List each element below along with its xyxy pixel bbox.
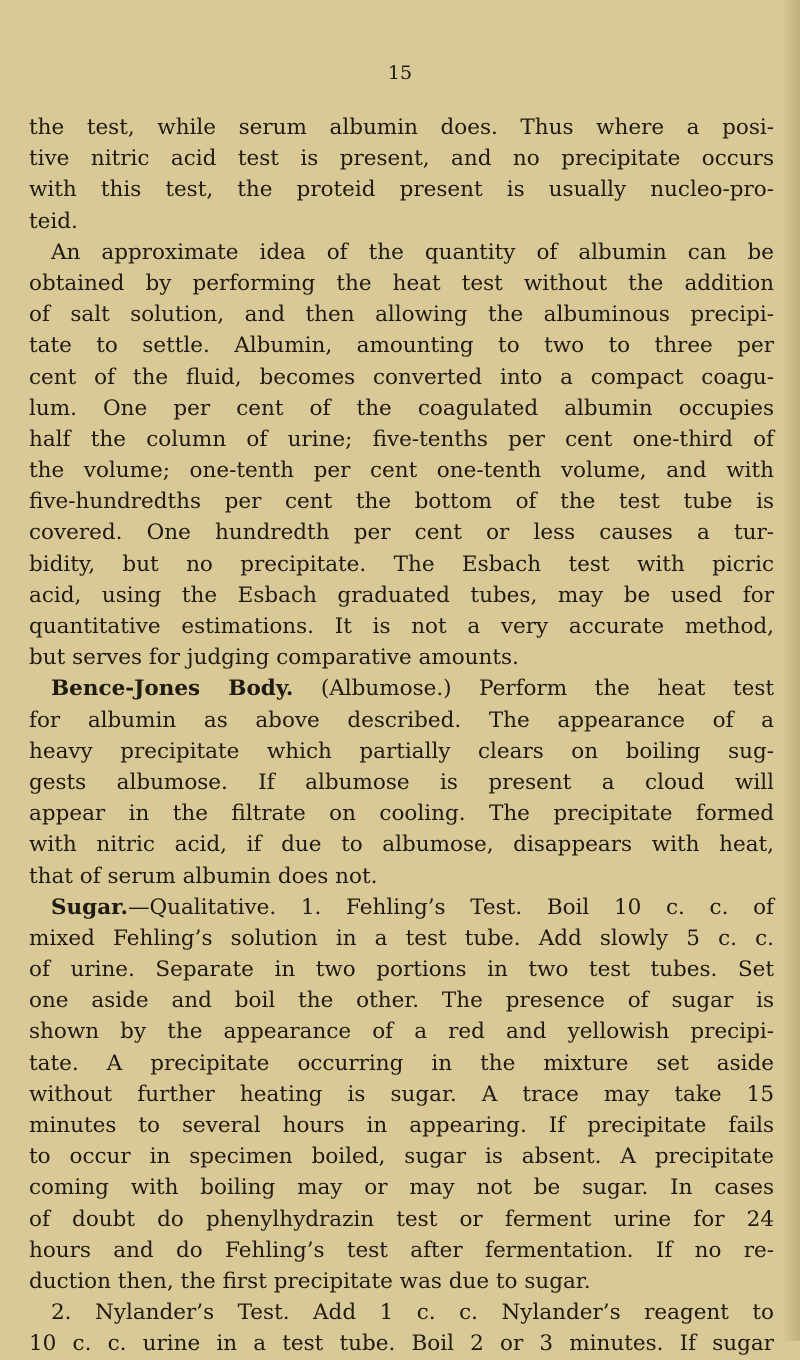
line-text: gests albumose. If albumose is present a cloud will [29, 769, 774, 795]
text-line [29, 549, 774, 580]
text-line [29, 1266, 774, 1297]
line-text: hours and do Fehling’s test after fermentation. If no re- [29, 1237, 774, 1263]
line-text: but serves for judging comparative amounts. [29, 645, 519, 671]
run-in-heading: Bence-Jones Body. [51, 676, 294, 702]
text-line [29, 1235, 774, 1266]
line-text: —Qualitative. 1. Fehling’s Test. Boil 10 c. c. of [127, 894, 774, 920]
line-text: teid. [29, 208, 78, 234]
line-text: with nitric acid, if due to albumose, disappears with heat, [29, 832, 774, 858]
line-text: acid, using the Esbach graduated tubes, may be used for [29, 582, 774, 608]
line-text: with this test, the proteid present is usually nucleo-pro- [29, 177, 774, 203]
line-text: minutes to several hours in appearing. If precipitate fails [29, 1113, 774, 1138]
line-text: of urine. Separate in two portions in two test tubes. Set [29, 957, 774, 983]
line-text: bidity, but no precipitate. The Esbach test with picric [29, 551, 774, 577]
page-edge-shadow [782, 0, 800, 1341]
text-line [29, 861, 774, 892]
text-line [29, 1297, 774, 1328]
text-line [29, 829, 774, 860]
text-line [29, 580, 774, 611]
text-line [29, 705, 774, 736]
text-line [29, 143, 774, 174]
line-text: shown by the appearance of a red and yellowish precipi- [29, 1019, 774, 1045]
text-line [29, 455, 774, 486]
line-text: without further heating is sugar. A trace may take 15 [29, 1081, 774, 1107]
line-text: tate. A precipitate occurring in the mixture set aside [29, 1050, 774, 1076]
line-text: the test, while serum albumin does. Thus where a posi- [29, 115, 774, 140]
run-in-heading: Sugar. [51, 894, 128, 920]
line-text: appear in the filtrate on cooling. The precipitate formed [29, 801, 774, 827]
line-text: quantitative estimations. It is not a very accurate method, [29, 614, 774, 639]
line-text: one aside and boil the other. The presence of sugar is [29, 988, 774, 1014]
text-line [29, 954, 774, 985]
text-line [29, 424, 774, 455]
line-text: for albumin as above described. The appearance of a [29, 707, 774, 733]
line-text: of doubt do phenylhydrazin test or ferment urine for 24 [29, 1206, 774, 1232]
text-line [29, 393, 774, 424]
line-text: that of serum albumin does not. [29, 863, 378, 889]
text-line [29, 1141, 774, 1172]
text-line [29, 330, 774, 361]
line-text: five-hundredths per cent the bottom of the test tube is [29, 489, 774, 515]
text-line [29, 268, 774, 299]
text-line [29, 174, 774, 205]
line-text: the volume; one-tenth per cent one-tenth volume, and with [29, 458, 774, 484]
text-line [29, 237, 774, 268]
text-line [29, 1079, 774, 1110]
text-line [29, 1328, 774, 1359]
text-line [29, 611, 774, 642]
text-line [29, 1048, 774, 1079]
text-line [29, 486, 774, 517]
line-text: tive nitric acid test is present, and no precipitate occurs [29, 146, 774, 172]
text-line [29, 206, 774, 237]
line-text: tate to settle. Albumin, amounting to two to three per [29, 333, 774, 359]
text-line [29, 767, 774, 798]
text-line [29, 1110, 774, 1141]
text-line [29, 642, 774, 673]
line-text: 10 c. c. urine in a test tube. Boil 2 or 3 minutes. If sugar [29, 1331, 774, 1357]
text-line [29, 1204, 774, 1235]
text-line [29, 112, 774, 143]
text-line [29, 985, 774, 1016]
line-text: to occur in specimen boiled, sugar is absent. A precipitate [29, 1144, 774, 1170]
line-text: covered. One hundredth per cent or less causes a tur- [29, 520, 774, 546]
line-text: half the column of urine; five-tenths per cent one-third of [29, 426, 774, 452]
page-number: 15 [387, 62, 413, 84]
line-text: coming with boiling may or may not be sugar. In cases [29, 1175, 774, 1201]
body-text [29, 112, 774, 1360]
line-text: (Albumose.) Perform the heat test [293, 676, 774, 702]
text-line [29, 299, 774, 330]
text-line [29, 362, 774, 393]
text-line [29, 798, 774, 829]
text-line [29, 923, 774, 954]
text-line [29, 736, 774, 767]
text-line [29, 1016, 774, 1047]
line-text: An approximate idea of the quantity of albumin can be [51, 239, 774, 265]
text-line [29, 517, 774, 548]
line-text: obtained by performing the heat test without the addition [29, 270, 774, 296]
line-text: mixed Fehling’s solution in a test tube. Add slowly 5 c. c. [29, 925, 774, 951]
text-line [29, 673, 774, 704]
line-text: cent of the fluid, becomes converted into a compact coagu- [29, 364, 774, 390]
line-text: lum. One per cent of the coagulated albumin occupies [29, 395, 774, 421]
line-text: duction then, the first precipitate was due to sugar. [29, 1268, 591, 1294]
text-line [29, 1172, 774, 1203]
text-line [29, 892, 774, 923]
line-text: heavy precipitate which partially clears on boiling sug- [29, 738, 774, 764]
line-text: of salt solution, and then allowing the albuminous precipi- [29, 302, 774, 328]
line-text: 2. Nylander’s Test. Add 1 c. c. Nylander’s reagent to [51, 1300, 774, 1326]
